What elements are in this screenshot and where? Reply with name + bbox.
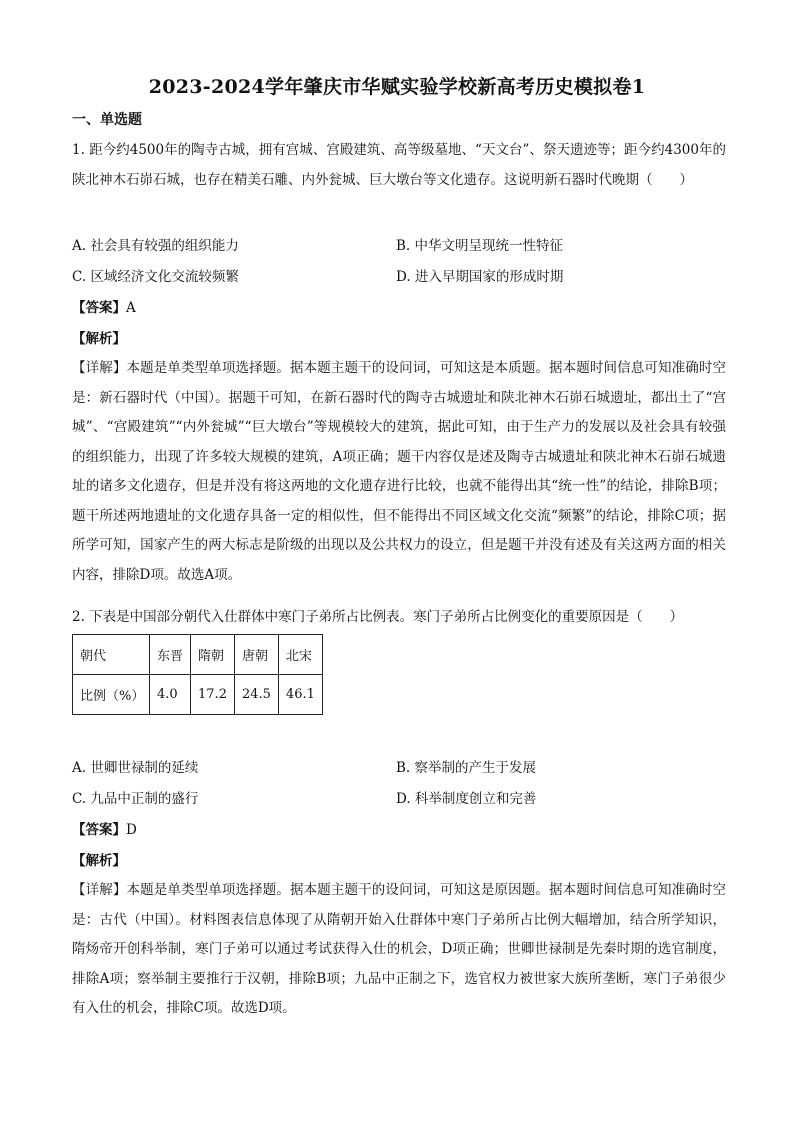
table-cell: 隋朝 [191,635,235,675]
table-row [73,675,323,715]
answer-value: D [126,822,137,838]
table-cell: 24.5 [234,675,278,715]
question-2-stem: 2. 下表是中国部分朝代入仕群体中寒门子弟所占比例表。寒门子弟所占比例变化的重要原因是（ ） [72,609,684,625]
q1-option-a: A. 社会具有较强的组织能力 [72,238,239,254]
table-cell: 东晋 [150,635,191,675]
answer-label: 【答案】 [72,822,126,838]
q2-option-c: C. 九品中正制的盛行 [72,791,199,807]
q1-answer [72,296,136,316]
q1-option-b: B. 中华文明呈现统一性特征 [396,238,564,254]
table-header-row [73,635,323,675]
section-heading: 一、单选题 [72,112,142,128]
q2-answer [72,818,137,838]
q1-option-c: C. 区域经济文化交流较频繁 [72,269,239,285]
table-cell: 朝代 [73,635,150,675]
q2-option-b: B. 察举制的产生于发展 [396,760,537,776]
table-cell: 北宋 [278,635,322,675]
q2-analysis-label: 【解析】 [72,853,126,869]
answer-value: A [126,300,136,316]
q1-option-d: D. 进入早期国家的形成时期 [396,269,564,285]
table-cell: 17.2 [191,675,235,715]
table-cell: 46.1 [278,675,322,715]
table-cell: 唐朝 [234,635,278,675]
question-1-stem: 1. 距今约4500年的陶寺古城，拥有宫城、宫殿建筑、高等级墓地、“天文台”、祭天遗迹等；距今约4300年的陕北神木石峁石城，也存在精美石雕、内外瓮城、巨大墩台等文化遗存。这说明新石器时代晚期（ ） [72,142,726,188]
q1-detail: 【详解】本题是单类型单项选择题。据本题主题干的设问词，可知这是本质题。据本题时间信息可知准确时空是：新石器时代（中国）。据题干可知，在新石器时代的陶寺古城遗址和陕北神木石峁石城遗址，都出土了“宫城”、“宫殿建筑”“内外瓮城”“巨大墩台”等规模较大的建筑，据此可知，由于生产力的发展以及社会具有较强的组织能力，出现了许多较大规模的建筑，A项正确；题干内容仅是述及陶寺古城遗址和陕北神木石峁石城遗址的诸多文化遗存，但是并没有将这两地的文化遗存进行比较，也就不能得出其“统一性”的结论，排除B项；题干所述两地遗址的文化遗存具备一定的相似性，但不能得出不同区域文化交流“频繁”的结论，排除C项；据所学可知，国家产生的两大标志是阶级的出现以及公共权力的设立，但是题干并没有述及有关这两方面的相关内容，排除D项。故选A项。 [72,360,726,583]
table-cell: 比例（%） [73,675,150,715]
q2-option-a: A. 世卿世禄制的延续 [72,760,199,776]
q2-detail: 【详解】本题是单类型单项选择题。据本题主题干的设问词，可知这是原因题。据本题时间信息可知准确时空是：古代（中国）。材料图表信息体现了从隋朝开始入仕群体中寒门子弟所占比例大幅增加，结合所学知识，隋炀帝开创科举制，寒门子弟可以通过考试获得入仕的机会，D项正确；世卿世禄制是先秦时期的选官制度，排除A项；察举制主要推行于汉朝，排除B项；九品中正制之下，选官权力被世家大族所垄断，寒门子弟很少有入仕的机会，排除C项。故选D项。 [72,882,726,1016]
q1-analysis-label: 【解析】 [72,331,126,347]
answer-label: 【答案】 [72,300,126,316]
table-cell: 4.0 [150,675,191,715]
ratio-table [72,634,323,715]
q2-option-d: D. 科举制度创立和完善 [396,791,537,807]
page-title: 2023-2024学年肇庆市华赋实验学校新高考历史模拟卷1 [148,76,646,98]
